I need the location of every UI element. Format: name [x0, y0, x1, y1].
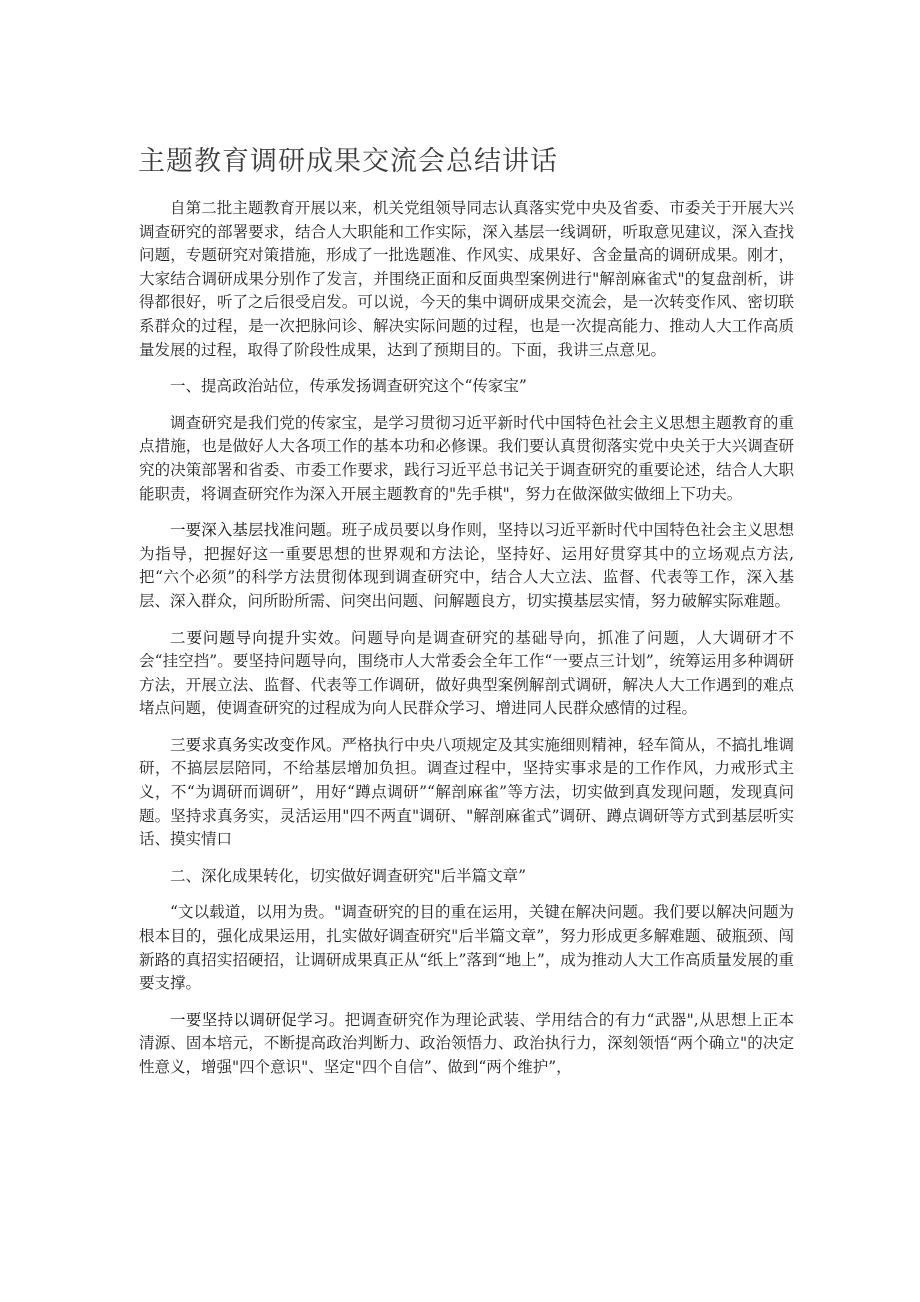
document-title: 主题教育调研成果交流会总结讲话 [138, 146, 558, 177]
body-paragraph [139, 1009, 794, 1080]
body-paragraph [139, 627, 794, 721]
body-paragraph [139, 197, 794, 362]
section-heading [139, 375, 794, 399]
paragraph-text: 严格执行中央八项规定及其实施细则精神，轻车简从，不搞扎堆调研，不搞层层陪同，不给基层增加负担。调查过程中，坚持实事求是的工作作风，力戒形式主义，不“为调研而调研”，用好“蹲点调研”“解剖麻雀”等方法，切实做到真发现问题，发现真问题。坚持求真务实，灵活运用"四不两直"调研、"解剖麻雀式”调研、蹲点调研等方式到基层听实话、摸实情口 [139, 735, 794, 849]
body-paragraph [139, 412, 794, 506]
paragraph-text: 二、深化成果转化，切实做好调查研究"后半篇文章” [170, 866, 527, 885]
paragraph-lead: 一要坚持以调研促学习。 [170, 1010, 345, 1029]
paragraph-text: 一、提高政治站位，传承发扬调查研究这个“传家宝” [170, 377, 527, 396]
body-paragraph [139, 734, 794, 852]
paragraph-text: 问题导向是调查研究的基础导向，抓准了问题，人大调研才不会“挂空挡”。要坚持问题导向，围绕市人大常委会全年工作“一要点三计划”，统筹运用多种调研方法，开展立法、监督、代表等工作调研，做好典型案例解剖式调研，解决人大工作遇到的难点堵点问题，使调查研究的过程成为向人民群众学习、增进同人民群众感情的过程。 [139, 628, 794, 718]
paragraph-text: 把调查研究作为理论武装、学用结合的有力“武器",从思想上正本清源、固本培元，不断提高政治判断力、政治领悟力、政治执行力，深刻领悟“两个确立"的决定性意义，增强"四个意识"、坚定"四个自信”、做到“两个维护”， [139, 1010, 794, 1076]
document-body [139, 197, 794, 1093]
paragraph-text: 自第二批主题教育开展以来，机关党组领导同志认真落实党中央及省委、市委关于开展大兴调查研究的部署要求，结合人大职能和工作实际，深入基层一线调研，听取意见建议，深入查找问题，专题研究对策措施，形成了一批选题准、作风实、成果好、含金量高的调研成果。刚才，大家结合调研成果分别作了发言，并围绕正面和反面典型案例进行"解剖麻雀式"的复盘剖析，讲得都很好，听了之后很受启发。可以说，今天的集中调研成果交流会，是一次转变作风、密切联系群众的过程，是一次把脉问诊、解决实际问题的过程，也是一次提高能力、推动人大工作高质量发展的过程，取得了阶段性成果，达到了预期目的。下面，我讲三点意见。 [139, 199, 794, 359]
paragraph-text: 班子成员要以身作则，坚持以习近平新时代中国特色社会主义思想为指导，把握好这一重要思想的世界观和方法论，坚持好、运用好贯穿其中的立场观点方法,把“六个必须”的科学方法贯彻体现到调查研究中，结合人大立法、监督、代表等工作，深入基层、深入群众，问所盼所需、问突出问题、问解题良方，切实摸基层实情，努力破解实际难题。 [139, 521, 794, 610]
paragraph-lead: 三要求真务实改变作风。 [170, 735, 342, 754]
body-paragraph [139, 901, 794, 995]
paragraph-lead: 一要深入基层找准问题。 [170, 521, 342, 540]
paragraph-text: “文以载道，以用为贵。"调查研究的目的重在运用，关键在解决问题。我们要以解决问题为根本目的，强化成果运用，扎实做好调查研究"后半篇文章”，努力形成更多解难题、破瓶颈、闯新路的真招实招硬招，让调研成果真正从“纸上”落到“地上”，成为推动人大工作高质量发展的重要支撑。 [139, 903, 794, 993]
body-paragraph [139, 519, 794, 613]
paragraph-lead: 二要问题导向提升实效。 [170, 628, 351, 647]
paragraph-text: 调查研究是我们党的传家宝，是学习贯彻习近平新时代中国特色社会主义思想主题教育的重点措施，也是做好人大各项工作的基本功和必修课。我们要认真贯彻落实党中央关于大兴调查研究的决策部署和省委、市委工作要求，践行习近平总书记关于调查研究的重要论述，结合人大职能职责，将调查研究作为深入开展主题教育的"先手棋"，努力在做深做实做细上下功夫。 [139, 413, 794, 503]
section-heading [139, 865, 794, 889]
